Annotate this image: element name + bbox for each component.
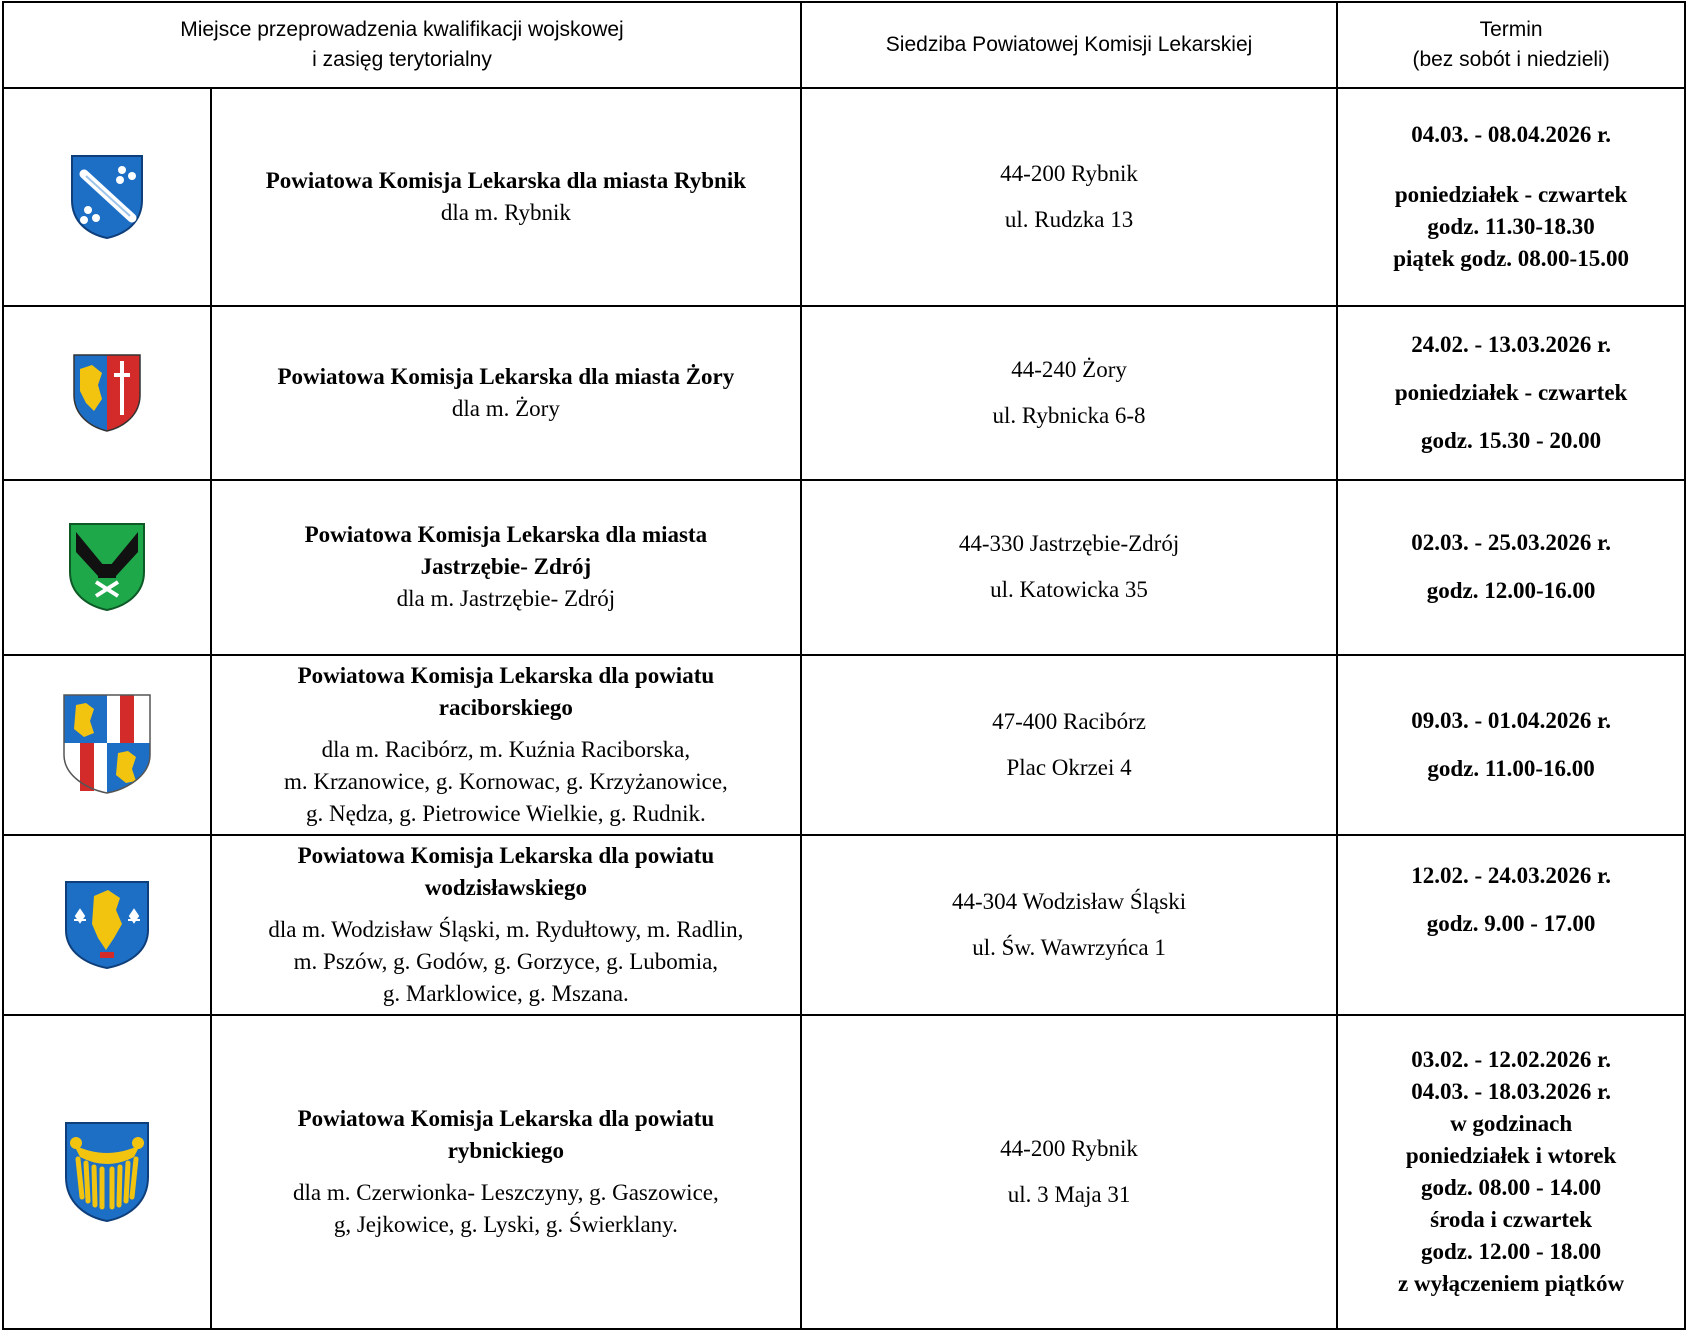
- table-row: [3, 655, 1685, 835]
- header-seat: Siedziba Powiatowej Komisji Lekarskiej: [801, 2, 1337, 88]
- crest-cell: [3, 1015, 211, 1329]
- rybnik-crest-icon: [70, 154, 144, 240]
- header-place: Miejsce przeprowadzenia kwalifikacji wojskowej i zasięg terytorialny: [3, 2, 801, 88]
- crest-cell: [3, 835, 211, 1015]
- place-cell: Powiatowa Komisja Lekarska dla powiatu raciborskiego dla m. Racibórz, m. Kuźnia Raciborska, m. Krzanowice, g. Kornowac, g. Krzyżanowice, g. Nędza, g. Pietrowice Wielkie, g. Rudnik.: [211, 655, 801, 835]
- table-row: [3, 835, 1685, 1015]
- jastrzebie-crest-icon: [68, 522, 146, 612]
- table-row: [3, 480, 1685, 655]
- wodzislaw-crest-icon: [64, 880, 150, 970]
- place-cell: Powiatowa Komisja Lekarska dla powiatu rybnickiego dla m. Czerwionka- Leszczyny, g. Gaszowice, g, Jejkowice, g. Lyski, g. Świerklany.: [211, 1015, 801, 1329]
- header-row: [3, 2, 1685, 88]
- place-cell: Powiatowa Komisja Lekarska dla powiatu wodzisławskiego dla m. Wodzisław Śląski, m. Rydułtowy, m. Radlin, m. Pszów, g. Godów, g. Gorzyce, g. Lubomia, g. Marklowice, g. Mszana.: [211, 835, 801, 1015]
- rybnicki-crest-icon: [64, 1121, 150, 1223]
- commission-schedule-table: [2, 1, 1686, 1330]
- term-cell: 02.03. - 25.03.2026 r. godz. 12.00-16.00: [1337, 480, 1685, 655]
- raciborz-crest-icon: [62, 693, 152, 797]
- crest-cell: [3, 480, 211, 655]
- table-row: [3, 1015, 1685, 1329]
- term-cell: 03.02. - 12.02.2026 r. 04.03. - 18.03.2026 r. w godzinach poniedziałek i wtorek godz. 08.00 - 14.00 środa i czwartek godz. 12.00 - 18.00 z wyłączeniem piątków: [1337, 1015, 1685, 1329]
- term-cell: 04.03. - 08.04.2026 r. poniedziałek - czwartek godz. 11.30-18.30 piątek godz. 08.00-15.00: [1337, 88, 1685, 306]
- table-row: [3, 306, 1685, 480]
- zory-crest-icon: [72, 353, 142, 433]
- table-row: [3, 88, 1685, 306]
- crest-cell: [3, 306, 211, 480]
- place-cell: Powiatowa Komisja Lekarska dla miasta Żory dla m. Żory: [211, 306, 801, 480]
- seat-cell: 47-400 Racibórz Plac Okrzei 4: [801, 655, 1337, 835]
- term-cell: 24.02. - 13.03.2026 r. poniedziałek - czwartek godz. 15.30 - 20.00: [1337, 306, 1685, 480]
- seat-cell: 44-330 Jastrzębie-Zdrój ul. Katowicka 35: [801, 480, 1337, 655]
- place-cell: Powiatowa Komisja Lekarska dla miasta Rybnik dla m. Rybnik: [211, 88, 801, 306]
- seat-cell: 44-200 Rybnik ul. 3 Maja 31: [801, 1015, 1337, 1329]
- crest-cell: [3, 88, 211, 306]
- seat-cell: 44-304 Wodzisław Śląski ul. Św. Wawrzyńca 1: [801, 835, 1337, 1015]
- crest-cell: [3, 655, 211, 835]
- seat-cell: 44-240 Żory ul. Rybnicka 6-8: [801, 306, 1337, 480]
- header-term: Termin (bez sobót i niedzieli): [1337, 2, 1685, 88]
- term-cell: 12.02. - 24.03.2026 r. godz. 9.00 - 17.00: [1337, 835, 1685, 1015]
- term-cell: 09.03. - 01.04.2026 r. godz. 11.00-16.00: [1337, 655, 1685, 835]
- place-cell: Powiatowa Komisja Lekarska dla miasta Jastrzębie- Zdrój dla m. Jastrzębie- Zdrój: [211, 480, 801, 655]
- seat-cell: 44-200 Rybnik ul. Rudzka 13: [801, 88, 1337, 306]
